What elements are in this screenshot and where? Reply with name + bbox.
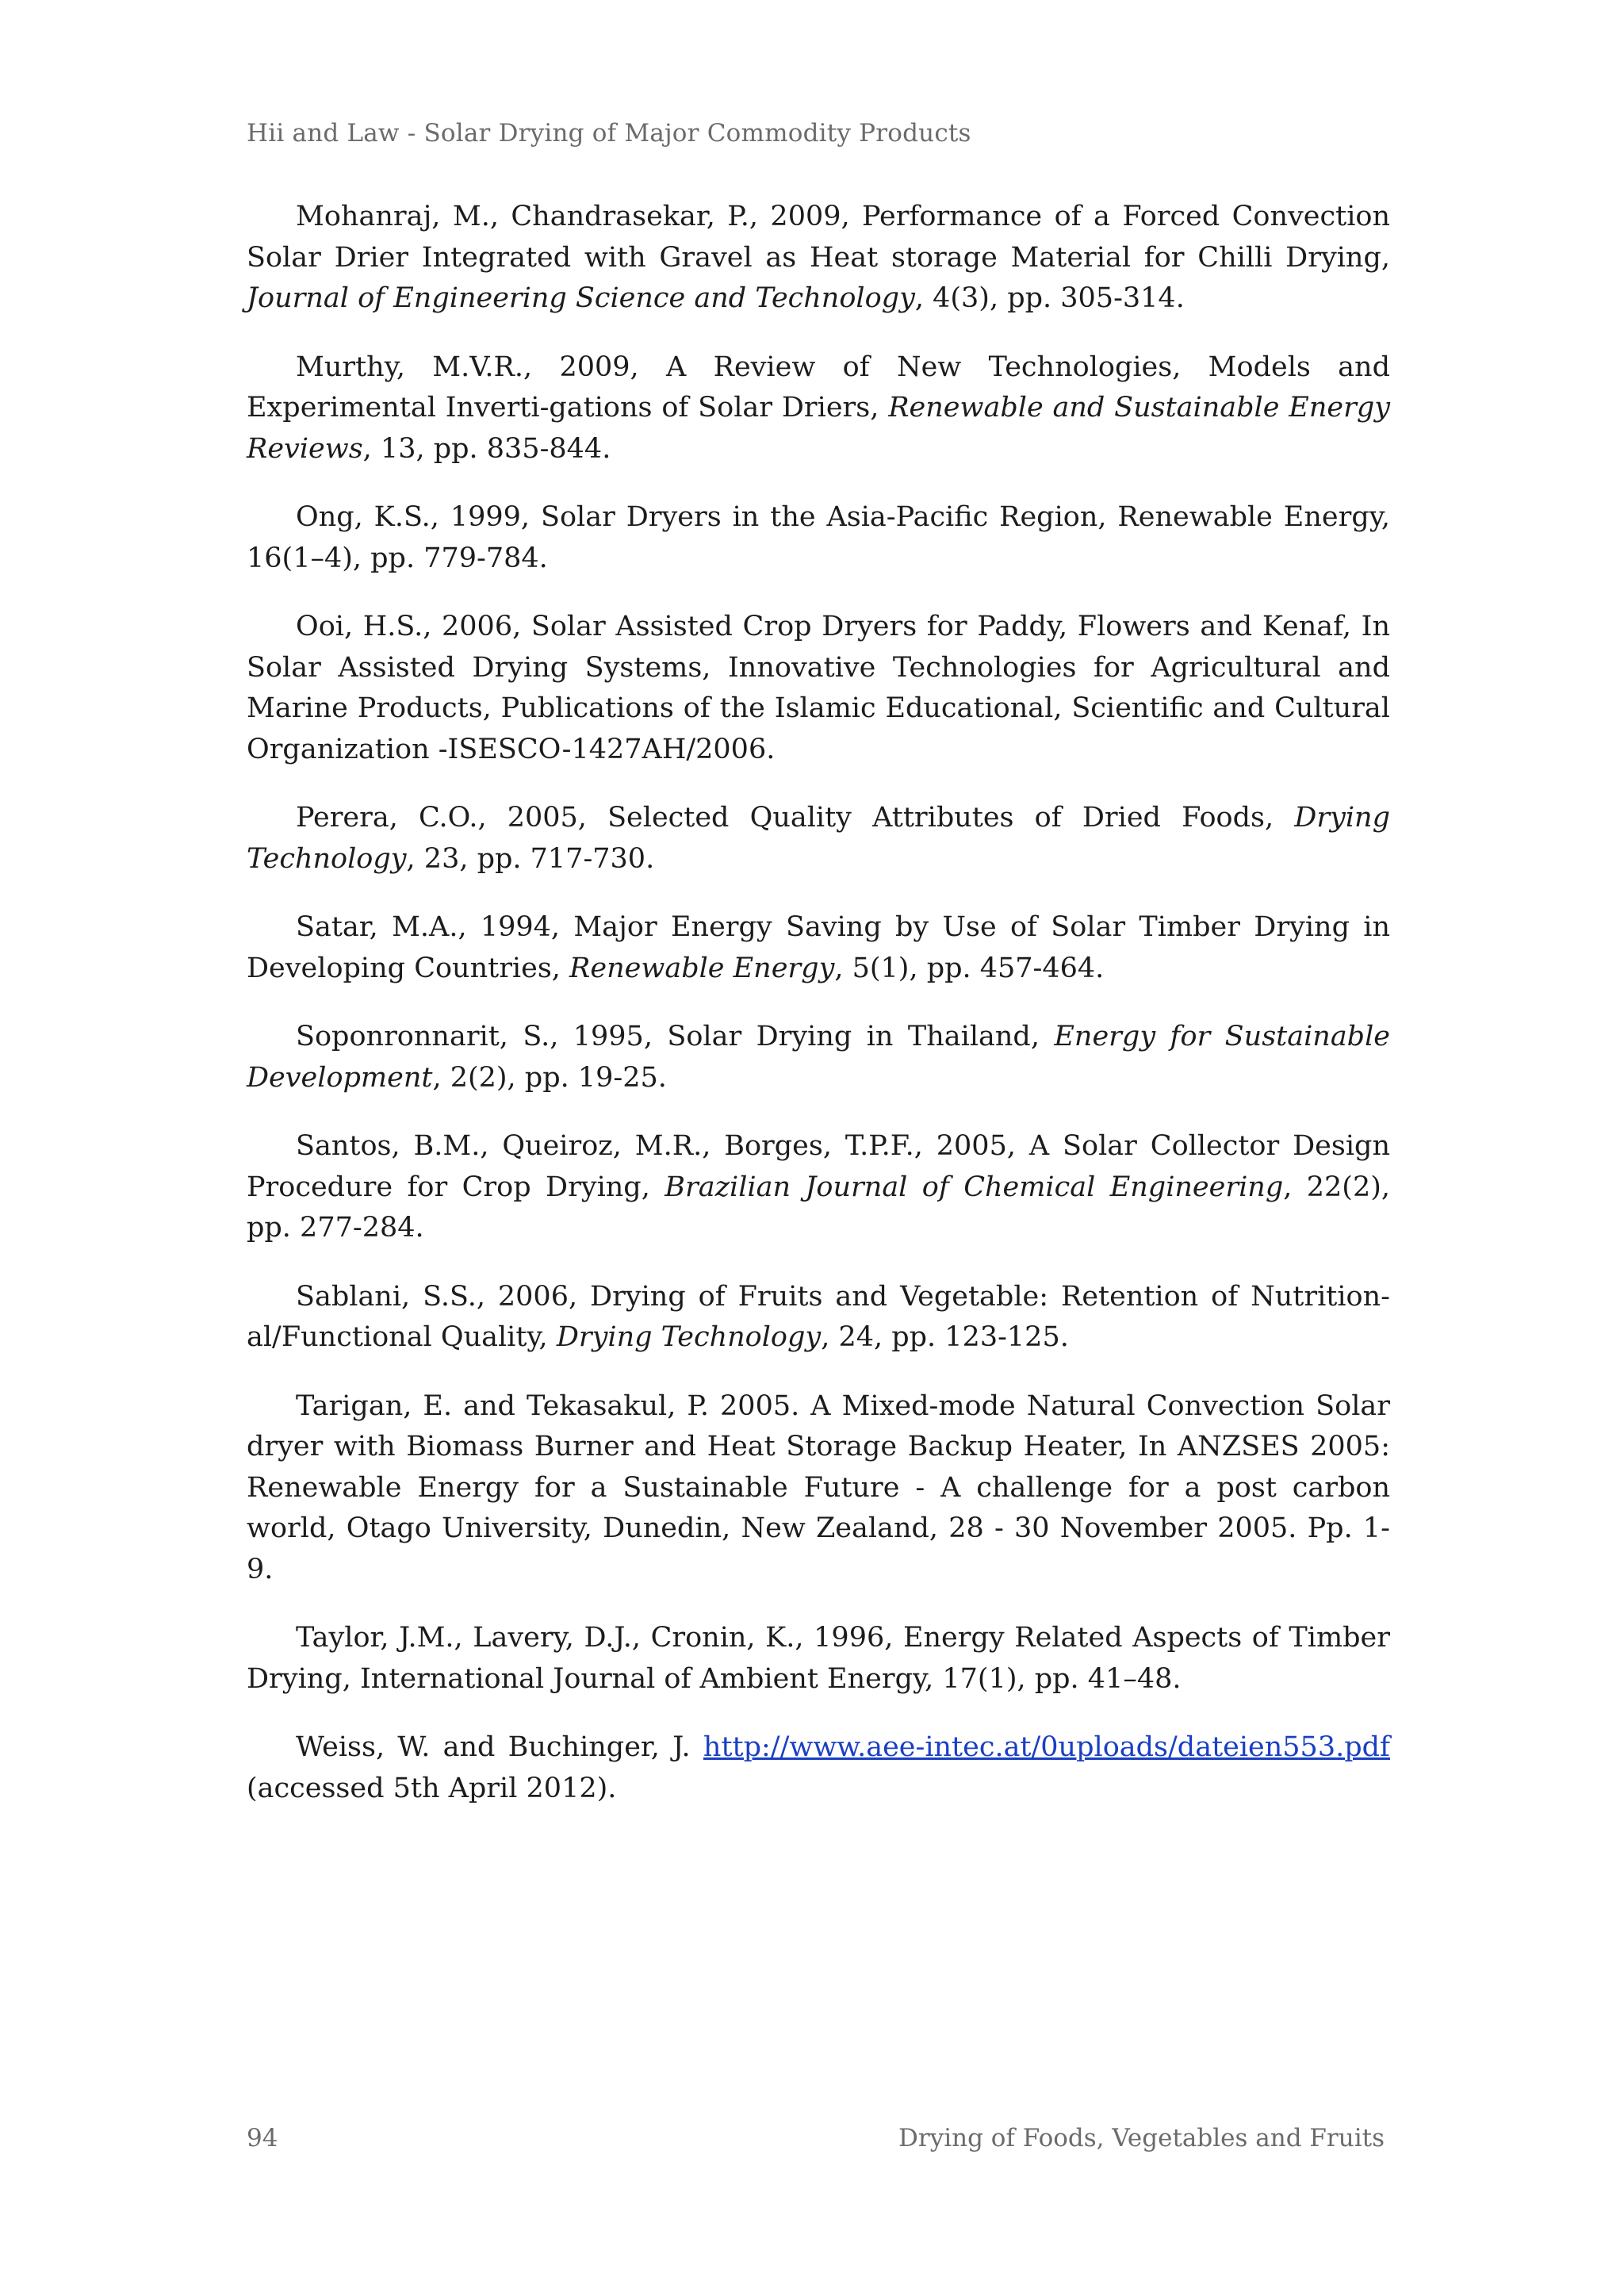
reference-text: Murthy, M.V.R., 2009, A Review of New Technologies, Models and Experimental Inverti-gations of Solar Driers, bbox=[247, 351, 1390, 424]
running-footer: Drying of Foods, Vegetables and Fruits bbox=[898, 2124, 1385, 2152]
reference-item bbox=[247, 1386, 1390, 1591]
reference-details: , 23, pp. 717-730. bbox=[406, 842, 655, 875]
reference-text: Santos, B.M., Queiroz, M.R., Borges, T.P.F., 2005, A Solar Collector Design Procedure for Crop Drying, bbox=[247, 1130, 1390, 1203]
running-header: Hii and Law - Solar Drying of Major Commodity Products bbox=[247, 119, 971, 148]
reference-text: Sablani, S.S., 2006, Drying of Fruits and Vegetable: Retention of Nutritional/Functional Quality, bbox=[247, 1280, 1390, 1353]
reference-item bbox=[247, 1277, 1390, 1359]
reference-details: (accessed 5th April 2012). bbox=[247, 1772, 617, 1804]
reference-text: Ooi, H.S., 2006, Solar Assisted Crop Dryers for Paddy, Flowers and Kenaf, In Solar Assisted Drying Systems, Innovative Technologies for Agricultural and Marine Products, Publications of the Islamic Educational, Scientific and Cultural Organization -ISESCO-1427AH/2006. bbox=[247, 611, 1390, 765]
reference-details: , 2(2), pp. 19-25. bbox=[432, 1061, 667, 1094]
reference-details: , 13, pp. 835-844. bbox=[362, 432, 611, 465]
reference-details: , 22(2), pp. 277-284. bbox=[247, 1171, 1391, 1244]
reference-text: Soponronnarit, S., 1995, Solar Drying in Thailand, bbox=[296, 1021, 1055, 1052]
reference-item bbox=[247, 197, 1390, 320]
journal-title: Energy for Sustainable Development bbox=[247, 1021, 1390, 1094]
reference-text: Taylor, J.M., Lavery, D.J., Cronin, K., 1996, Energy Related Aspects of Timber Drying, International Journal of Ambient Energy, 17(1), pp. 41–48. bbox=[247, 1622, 1390, 1695]
reference-text: Satar, M.A., 1994, Major Energy Saving by Use of Solar Timber Drying in Developing Countries, bbox=[247, 911, 1390, 984]
journal-title: Renewable and Sustainable Energy Reviews bbox=[247, 392, 1390, 465]
reference-item bbox=[247, 1017, 1390, 1098]
reference-details: , 24, pp. 123-125. bbox=[821, 1321, 1069, 1353]
reference-details: , 4(3), pp. 305-314. bbox=[914, 282, 1185, 314]
reference-item bbox=[247, 1727, 1390, 1809]
journal-title: Drying Technology bbox=[247, 802, 1390, 875]
page-number: 94 bbox=[247, 2124, 278, 2152]
reference-item bbox=[247, 907, 1390, 989]
reference-details: , 5(1), pp. 457-464. bbox=[834, 952, 1105, 984]
reference-item bbox=[247, 1126, 1390, 1249]
reference-list bbox=[247, 197, 1390, 1837]
journal-title: Renewable Energy bbox=[569, 952, 835, 984]
reference-item bbox=[247, 347, 1390, 470]
journal-title: Drying Technology bbox=[556, 1321, 822, 1353]
reference-text: Perera, C.O., 2005, Selected Quality Attributes of Dried Foods, bbox=[296, 802, 1295, 834]
reference-text: Mohanraj, M., Chandrasekar, P., 2009, Performance of a Forced Convection Solar Drier Integrated with Gravel as Heat storage Material for Chilli Drying, bbox=[247, 201, 1390, 274]
reference-item bbox=[247, 1618, 1390, 1700]
reference-item bbox=[247, 607, 1390, 770]
reference-text: Tarigan, E. and Tekasakul, P. 2005. A Mixed-mode Natural Convection Solar dryer with Biomass Burner and Heat Storage Backup Heater, In ANZSES 2005: Renewable Energy for a Sustainable Future - A challenge for a post carbon world, Otago University, Dunedin, New Zealand, 28 - 30 November 2005. Pp. 1-9. bbox=[247, 1389, 1390, 1585]
journal-title: Brazilian Journal of Chemical Engineering bbox=[665, 1171, 1284, 1203]
reference-link[interactable]: http://www.aee-intec.at/0uploads/dateien553.pdf bbox=[703, 1731, 1390, 1763]
reference-item bbox=[247, 798, 1390, 880]
reference-text: Ong, K.S., 1999, Solar Dryers in the Asia-Pacific Region, Renewable Energy, 16(1–4), pp. 779-784. bbox=[247, 501, 1390, 574]
reference-item bbox=[247, 497, 1390, 579]
reference-text: Weiss, W. and Buchinger, J. bbox=[296, 1731, 703, 1763]
journal-title: Journal of Engineering Science and Technology bbox=[247, 282, 915, 314]
